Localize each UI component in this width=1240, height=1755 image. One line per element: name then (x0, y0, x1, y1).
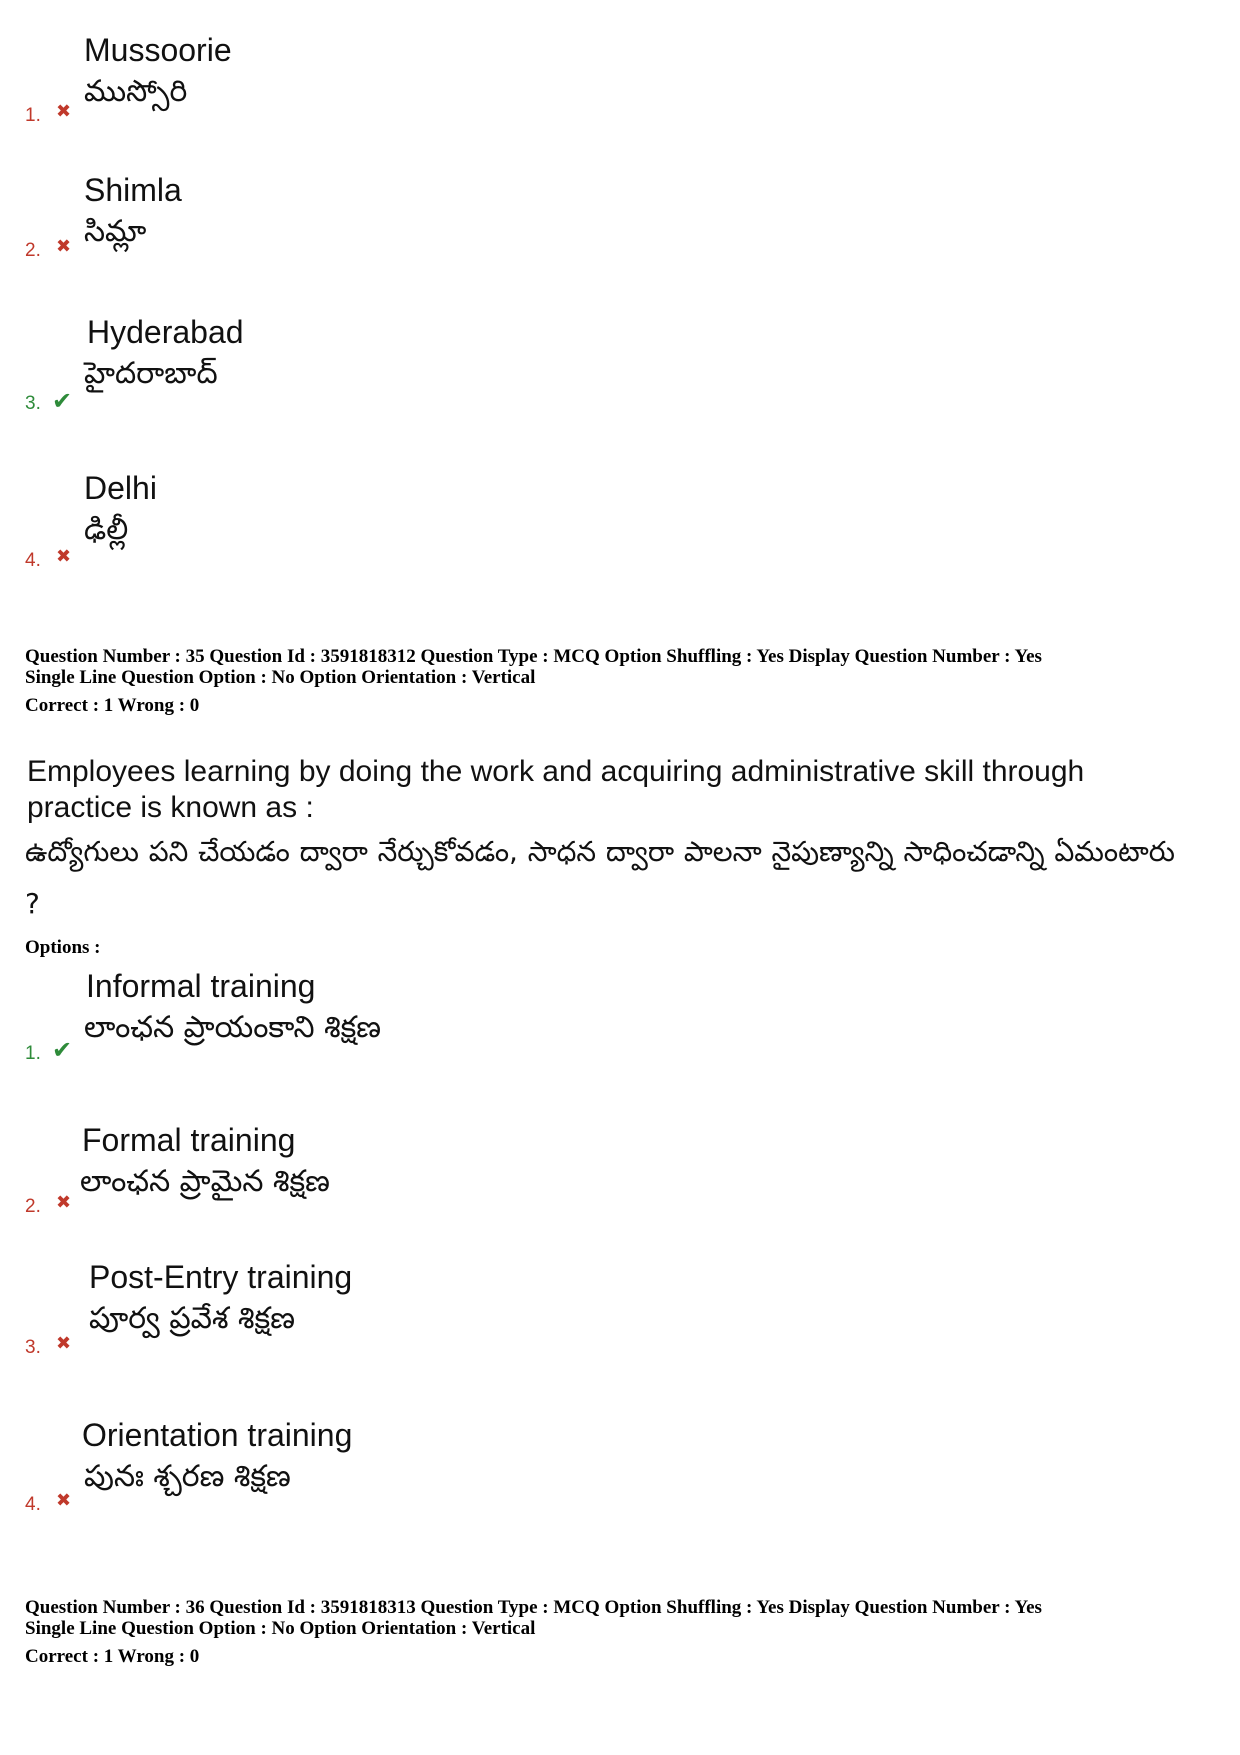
option-number: 3. (25, 393, 41, 414)
option-number: 2. (25, 1196, 41, 1217)
option-english-text: Mussoorie (84, 32, 232, 68)
question-meta-line: Question Number : 35 Question Id : 3591818312 Question Type : MCQ Option Shuffling : Yes Display Question Number : Yes (25, 646, 1042, 667)
correct-check-icon: ✔ (52, 387, 73, 415)
option-english-text: Post-Entry training (89, 1259, 353, 1295)
option-telugu-text: ఢిల్లీ (84, 512, 129, 547)
option-telugu-text: పునః శ్చరణ శిక్షణ (84, 1459, 291, 1494)
option-english-text: Informal training (86, 968, 316, 1004)
option-telugu-text: ముస్సోరి (84, 74, 188, 109)
option-english-text: Formal training (82, 1122, 296, 1158)
option-number: 2. (25, 240, 41, 261)
option-english-text: Hyderabad (87, 314, 244, 350)
options-label: Options : (25, 937, 101, 958)
option-telugu-text: లాంఛన ప్రామైన శిక్షణ (80, 1164, 330, 1199)
question-meta-line: Single Line Question Option : No Option Orientation : Vertical (25, 667, 536, 688)
option-number: 1. (25, 105, 41, 126)
option-english-text: Orientation training (82, 1417, 353, 1453)
option-english-text: Shimla (84, 172, 182, 208)
option-number: 1. (25, 1043, 41, 1064)
wrong-cross-icon: ✖ (56, 1192, 72, 1213)
question-stem-english: Employees learning by doing the work and acquiring administrative skill through practice is known as : (27, 755, 1085, 824)
question-score-line: Correct : 1 Wrong : 0 (25, 695, 200, 716)
question-score-line: Correct : 1 Wrong : 0 (25, 1646, 200, 1667)
option-number: 3. (25, 1337, 41, 1358)
option-number: 4. (25, 1494, 41, 1515)
option-number: 4. (25, 550, 41, 571)
wrong-cross-icon: ✖ (56, 1333, 72, 1354)
question-meta-line: Single Line Question Option : No Option Orientation : Vertical (25, 1618, 536, 1639)
wrong-cross-icon: ✖ (56, 101, 72, 122)
option-telugu-text: హైదరాబాద్ (84, 356, 218, 391)
wrong-cross-icon: ✖ (56, 236, 72, 257)
option-telugu-text: లాంఛన ప్రాయంకాని శిక్షణ (84, 1010, 382, 1045)
wrong-cross-icon: ✖ (56, 1490, 72, 1511)
question-meta-line: Question Number : 36 Question Id : 3591818313 Question Type : MCQ Option Shuffling : Yes Display Question Number : Yes (25, 1597, 1042, 1618)
wrong-cross-icon: ✖ (56, 546, 72, 567)
option-telugu-text: పూర్వ ప్రవేశ శిక్షణ (89, 1301, 295, 1336)
option-telugu-text: సిమ్లా (84, 214, 147, 249)
option-english-text: Delhi (84, 470, 157, 506)
correct-check-icon: ✔ (52, 1036, 73, 1064)
question-stem-telugu: ఉద్యోగులు పని చేయడం ద్వారా నేర్చుకోవడం, సాధన ద్వారా పాలనా నైపుణ్యాన్ని సాధించడాన్ని ఏమంటారు ? (25, 835, 1175, 920)
